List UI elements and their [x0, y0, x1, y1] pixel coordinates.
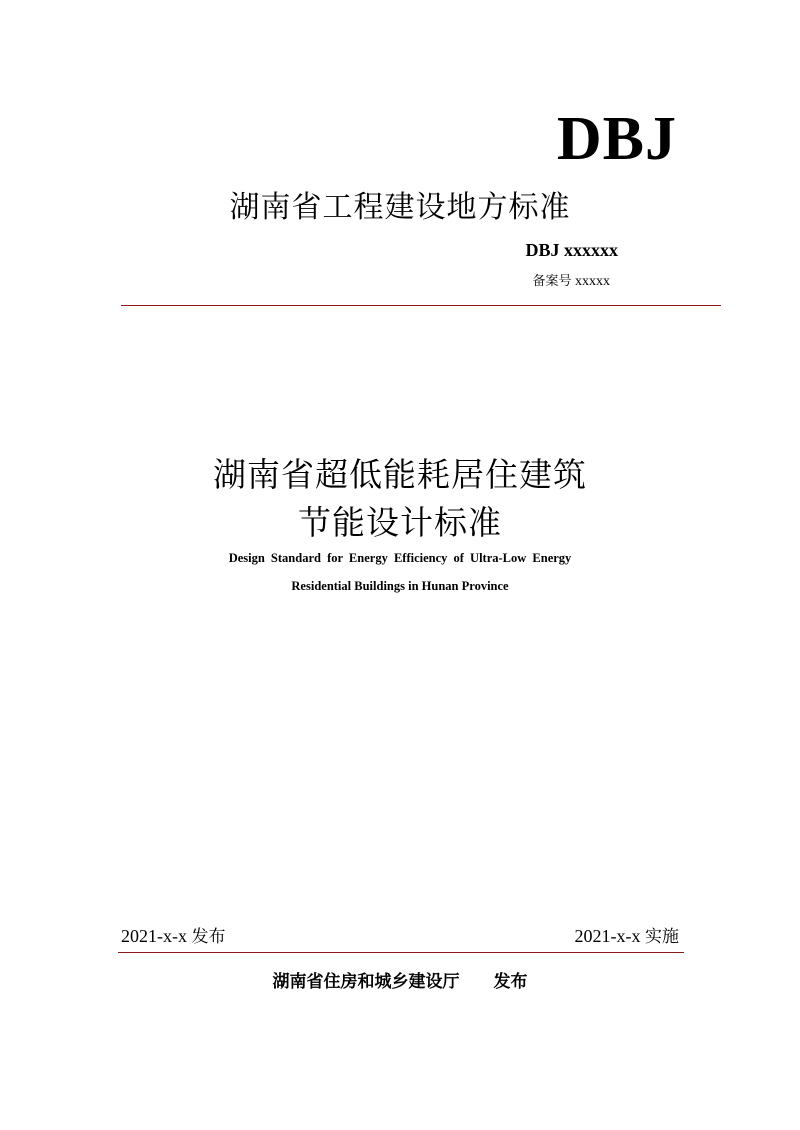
effective-date — [575, 926, 680, 948]
bottom-divider — [118, 952, 684, 953]
release-date-value: 2021-x-x — [121, 926, 187, 946]
filing-number — [532, 274, 610, 291]
standard-category: 湖南省工程建设地方标准 — [229, 190, 571, 225]
effective-date-value: 2021-x-x — [574, 926, 641, 946]
title-cn-line-1: 湖南省超低能耗居住建筑 — [213, 455, 587, 494]
filing-value: xxxxx — [575, 274, 610, 289]
title-en-line-2: Residential Buildings in Hunan Province — [291, 579, 509, 593]
top-divider — [121, 305, 721, 306]
filing-label: 备案号 — [532, 274, 572, 289]
release-label: 发布 — [191, 927, 226, 947]
publisher-name: 湖南省住房和城乡建设厅 — [272, 972, 460, 992]
standard-number: DBJ xxxxxx — [525, 240, 618, 260]
dbj-mark: DBJ — [556, 105, 677, 173]
publish-word: 发布 — [493, 972, 528, 992]
title-en-line-1: Design Standard for Energy Efficiency of Ultra-Low Energy — [228, 551, 572, 565]
title-cn-line-2: 节能设计标准 — [298, 503, 502, 542]
release-date — [121, 926, 226, 948]
effective-label: 实施 — [645, 927, 679, 947]
publisher — [0, 972, 800, 992]
